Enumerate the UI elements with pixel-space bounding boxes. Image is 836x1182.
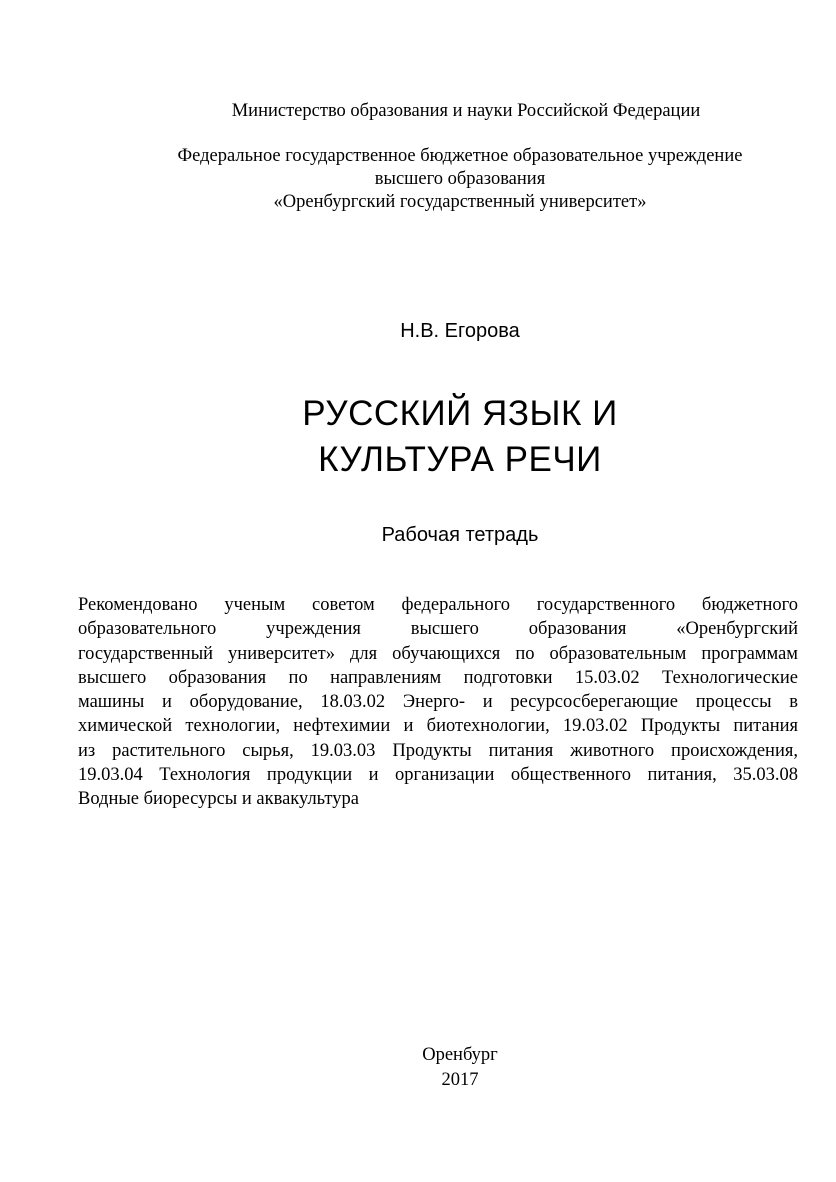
recommendation-line: государственный университет» для обучающихся по образовательным программам — [78, 643, 798, 664]
author-name: Н.В. Егорова — [400, 320, 520, 342]
recommendation-line: из растительного сырья, 19.03.03 Продукты питания животного происхождения, — [78, 740, 798, 761]
book-title-line-2: КУЛЬТУРА РЕЧИ — [318, 440, 602, 479]
recommendation-line: Рекомендовано ученым советом федерального государственного бюджетного — [78, 595, 798, 615]
book-subtitle: Рабочая тетрадь — [381, 524, 539, 546]
book-title-line-1: РУССКИЙ ЯЗЫК И — [302, 394, 618, 433]
institution-line-2: высшего образования — [374, 169, 546, 189]
recommendation-line: 19.03.04 Технология продукции и организации общественного питания, 35.03.08 — [78, 765, 798, 786]
publication-city: Оренбург — [422, 1045, 498, 1065]
ministry-name: Министерство образования и науки Российской Федерации — [231, 101, 701, 121]
recommendation-paragraph — [78, 593, 798, 812]
recommendation-line: высшего образования по направлениям подготовки 15.03.02 Технологические — [78, 667, 798, 688]
publication-year: 2017 — [441, 1070, 479, 1090]
institution-block — [42, 145, 836, 214]
recommendation-line: образовательного учреждения высшего образования «Оренбургский — [78, 619, 798, 640]
institution-line-1: Федеральное государственное бюджетное образовательное учреждение — [177, 146, 743, 166]
recommendation-line: химической технологии, нефтехимии и биотехнологии, 19.03.02 Продукты питания — [78, 716, 798, 737]
institution-line-3: «Оренбургский государственный университет» — [273, 192, 647, 212]
recommendation-line: машины и оборудование, 18.03.02 Энерго- и ресурсосберегающие процессы в — [78, 692, 798, 713]
recommendation-line: Водные биоресурсы и аквакультура — [78, 789, 359, 810]
book-title — [42, 391, 836, 483]
